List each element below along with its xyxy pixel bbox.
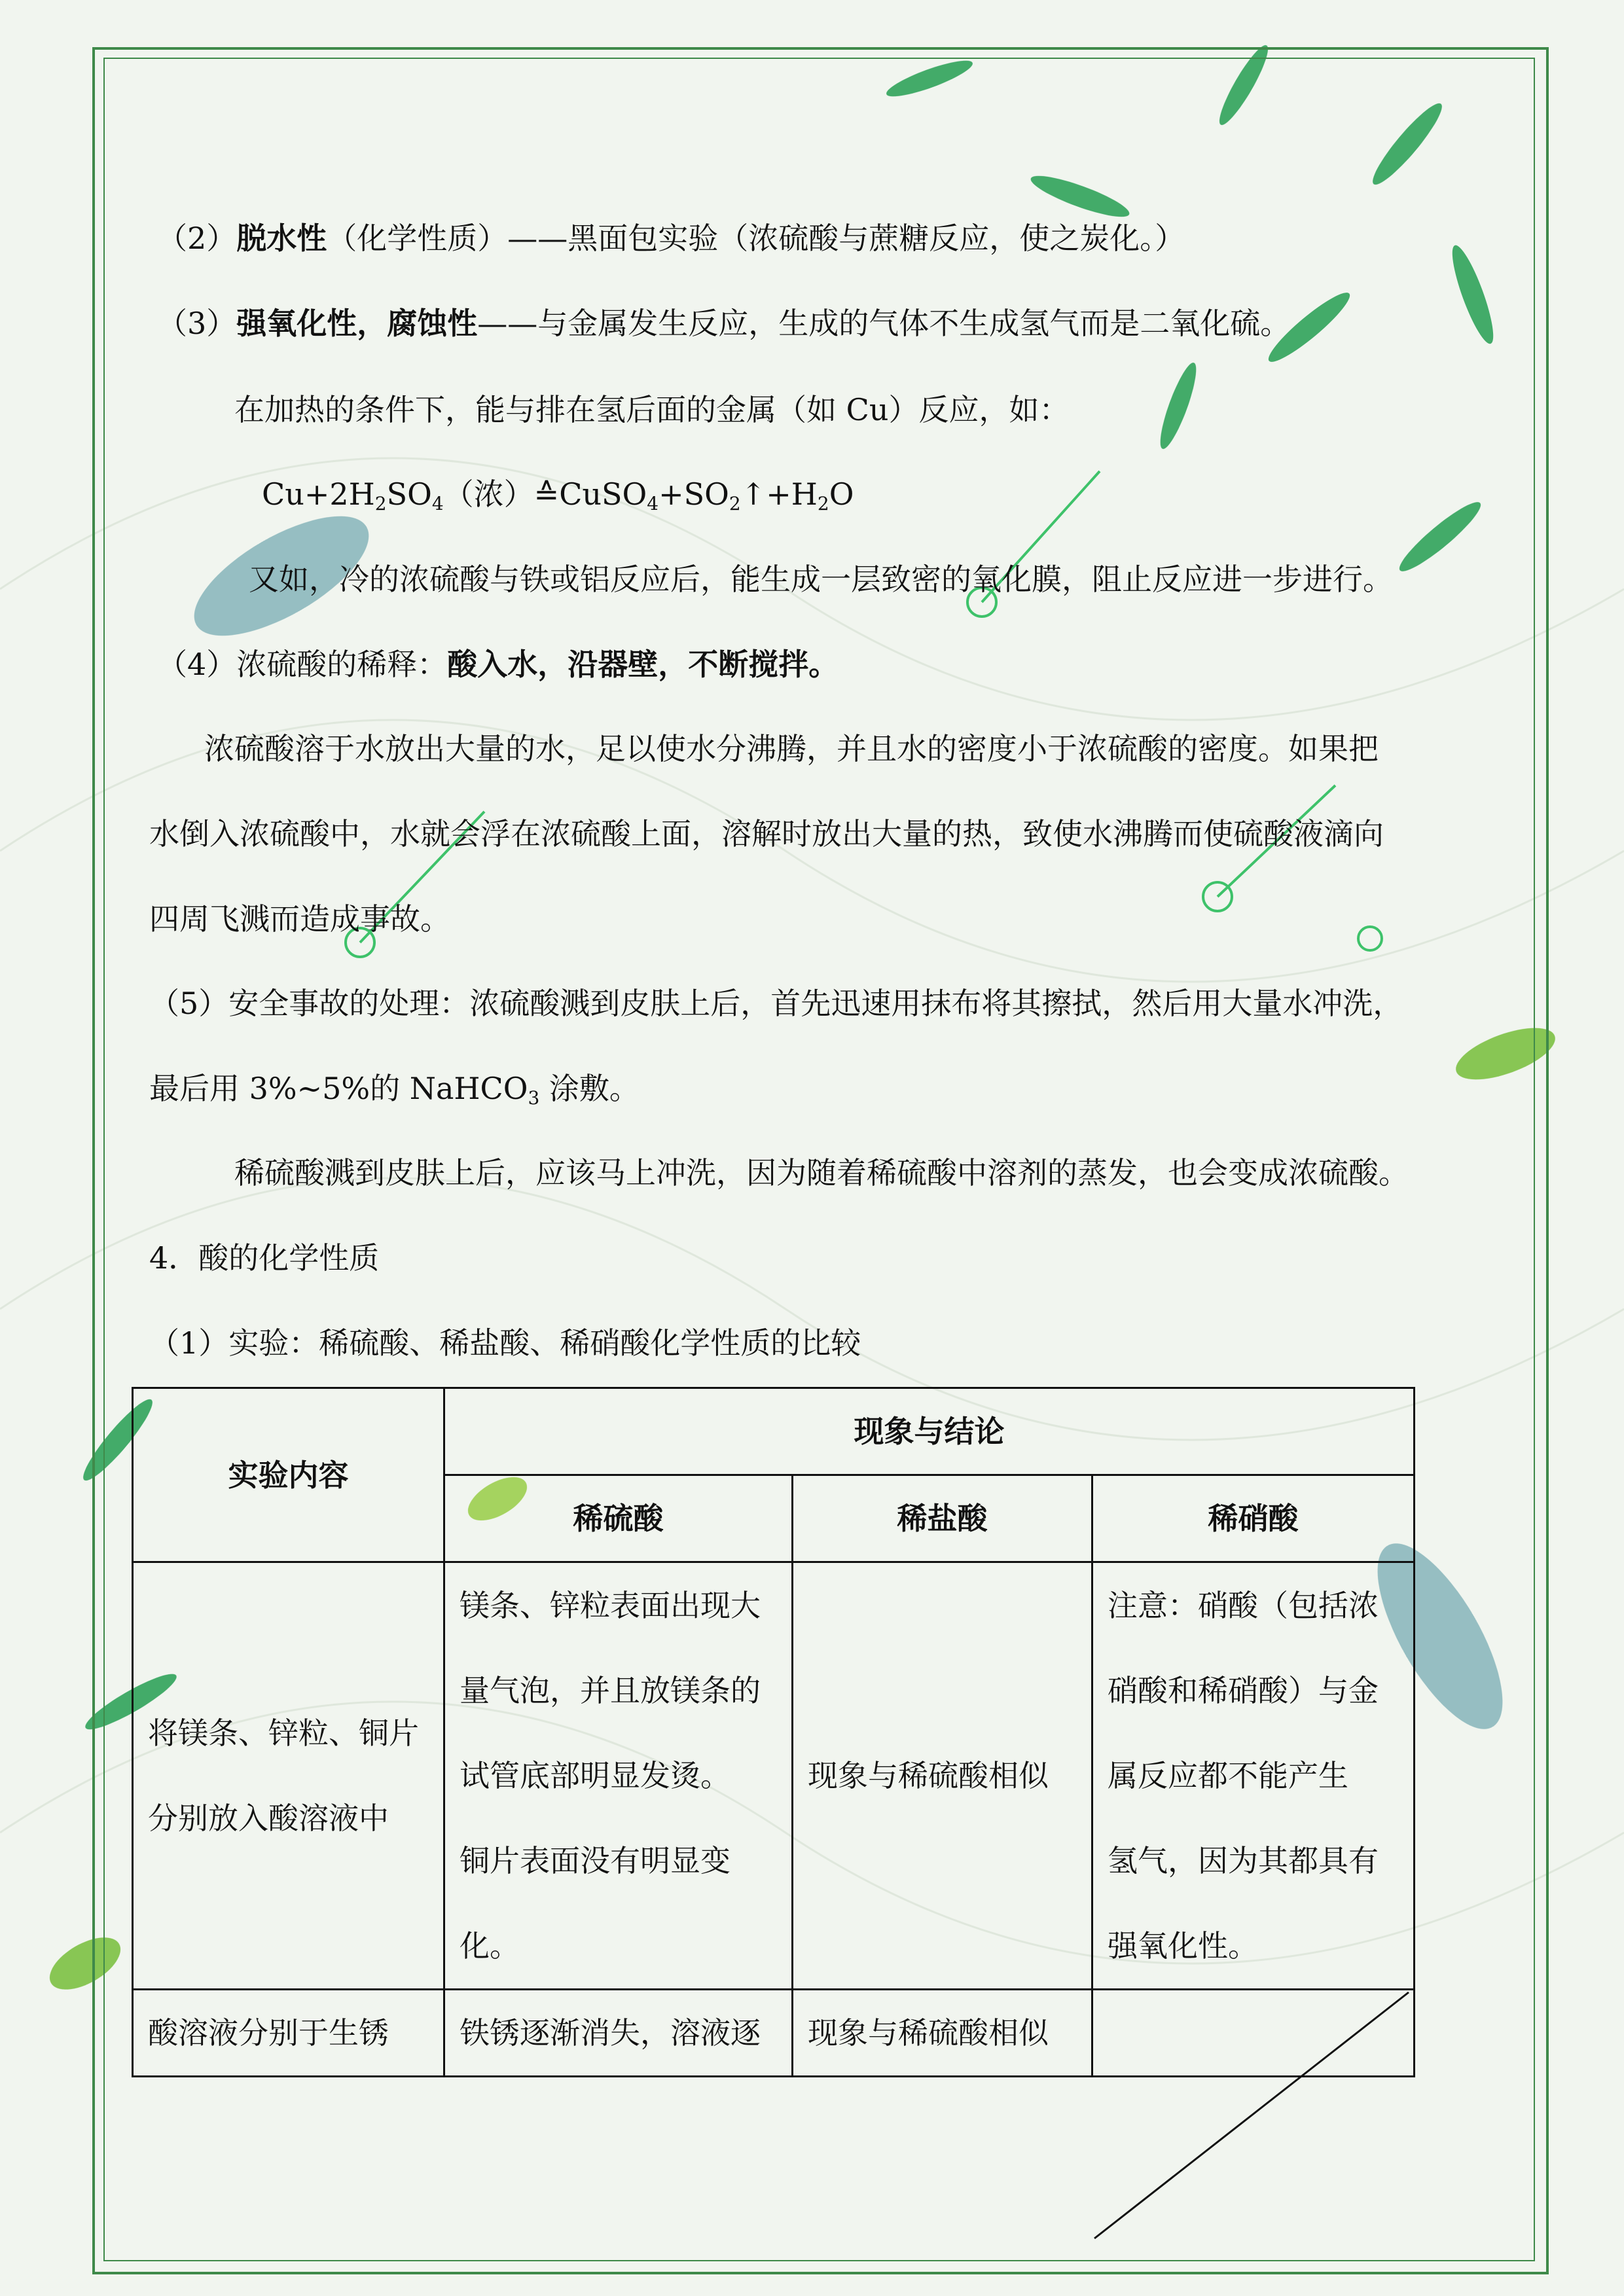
para-dilution: （4）浓硫酸的稀释：酸入水，沿器壁，不断搅拌。 bbox=[157, 647, 839, 682]
para-dilute-1: 浓硫酸溶于水放出大量的水，足以使水分沸腾，并且水的密度小于浓硫酸的密度。如果把 bbox=[204, 731, 1379, 766]
header-h2so4: 稀硫酸 bbox=[444, 1475, 793, 1562]
header-result: 现象与结论 bbox=[444, 1388, 1415, 1475]
table-row bbox=[133, 1562, 1415, 1990]
cell-h2so4: 铁锈逐渐消失，溶液逐 bbox=[444, 1990, 793, 2077]
table-row bbox=[133, 1990, 1415, 2077]
chemical-equation: $Cu+2H_2SO_4$（浓）$≙CuSO_4+SO_2↑+H_2O$ bbox=[262, 476, 854, 514]
experiment-heading: （1）实验：稀硫酸、稀盐酸、稀硝酸化学性质的比较 bbox=[149, 1325, 861, 1361]
cell-content: 酸溶液分别于生锈 bbox=[133, 1990, 444, 2077]
cell-hcl: 现象与稀硫酸相似 bbox=[793, 1990, 1092, 2077]
acid-comparison-table bbox=[132, 1387, 1415, 2077]
para-safety-2: 最后用 3%~5%的 NaHCO$_3$ 涂敷。 bbox=[149, 1071, 640, 1109]
para-oxidizing: （3）强氧化性，腐蚀性——与金属发生反应，生成的气体不生成氢气而是二氧化硫。 bbox=[157, 306, 1291, 341]
para-heat: 在加热的条件下，能与排在氢后面的金属（如 Cu）反应，如： bbox=[234, 392, 1070, 427]
header-hcl: 稀盐酸 bbox=[793, 1475, 1092, 1562]
cell-hno3 bbox=[1092, 1990, 1415, 2077]
para-dehydration: （2）脱水性（化学性质）——黑面包实验（浓硫酸与蔗糖反应，使之炭化。） bbox=[157, 221, 1185, 256]
header-hno3: 稀硝酸 bbox=[1092, 1475, 1415, 1562]
cell-hno3: 注意：硝酸（包括浓 硝酸和稀硝酸）与金 属反应都不能产生 氢气，因为其都具有 强氧化性。 bbox=[1092, 1562, 1415, 1990]
para-dilute-3: 四周飞溅而造成事故。 bbox=[149, 901, 450, 937]
cell-hcl: 现象与稀硫酸相似 bbox=[793, 1562, 1092, 1990]
cell-h2so4: 镁条、锌粒表面出现大 量气泡，并且放镁条的 试管底部明显发烫。 铜片表面没有明显变 化。 bbox=[444, 1562, 793, 1990]
para-weak-acid: 稀硫酸溅到皮肤上后，应该马上冲洗，因为随着稀硫酸中溶剂的蒸发，也会变成浓硫酸。 bbox=[234, 1155, 1409, 1191]
section-heading: 4．酸的化学性质 bbox=[149, 1240, 380, 1276]
para-dilute-2: 水倒入浓硫酸中，水就会浮在浓硫酸上面，溶解时放出大量的热，致使水沸腾而使硫酸液滴向 bbox=[149, 816, 1384, 852]
para-safety: （5）安全事故的处理：浓硫酸溅到皮肤上后，首先迅速用抹布将其擦拭，然后用大量水冲洗， bbox=[149, 986, 1403, 1021]
para-cold: 又如，冷的浓硫酸与铁或铝反应后，能生成一层致密的氧化膜，阻止反应进一步进行。 bbox=[249, 562, 1393, 597]
header-content: 实验内容 bbox=[133, 1388, 444, 1562]
cell-content: 将镁条、锌粒、铜片 分别放入酸溶液中 bbox=[133, 1562, 444, 1990]
